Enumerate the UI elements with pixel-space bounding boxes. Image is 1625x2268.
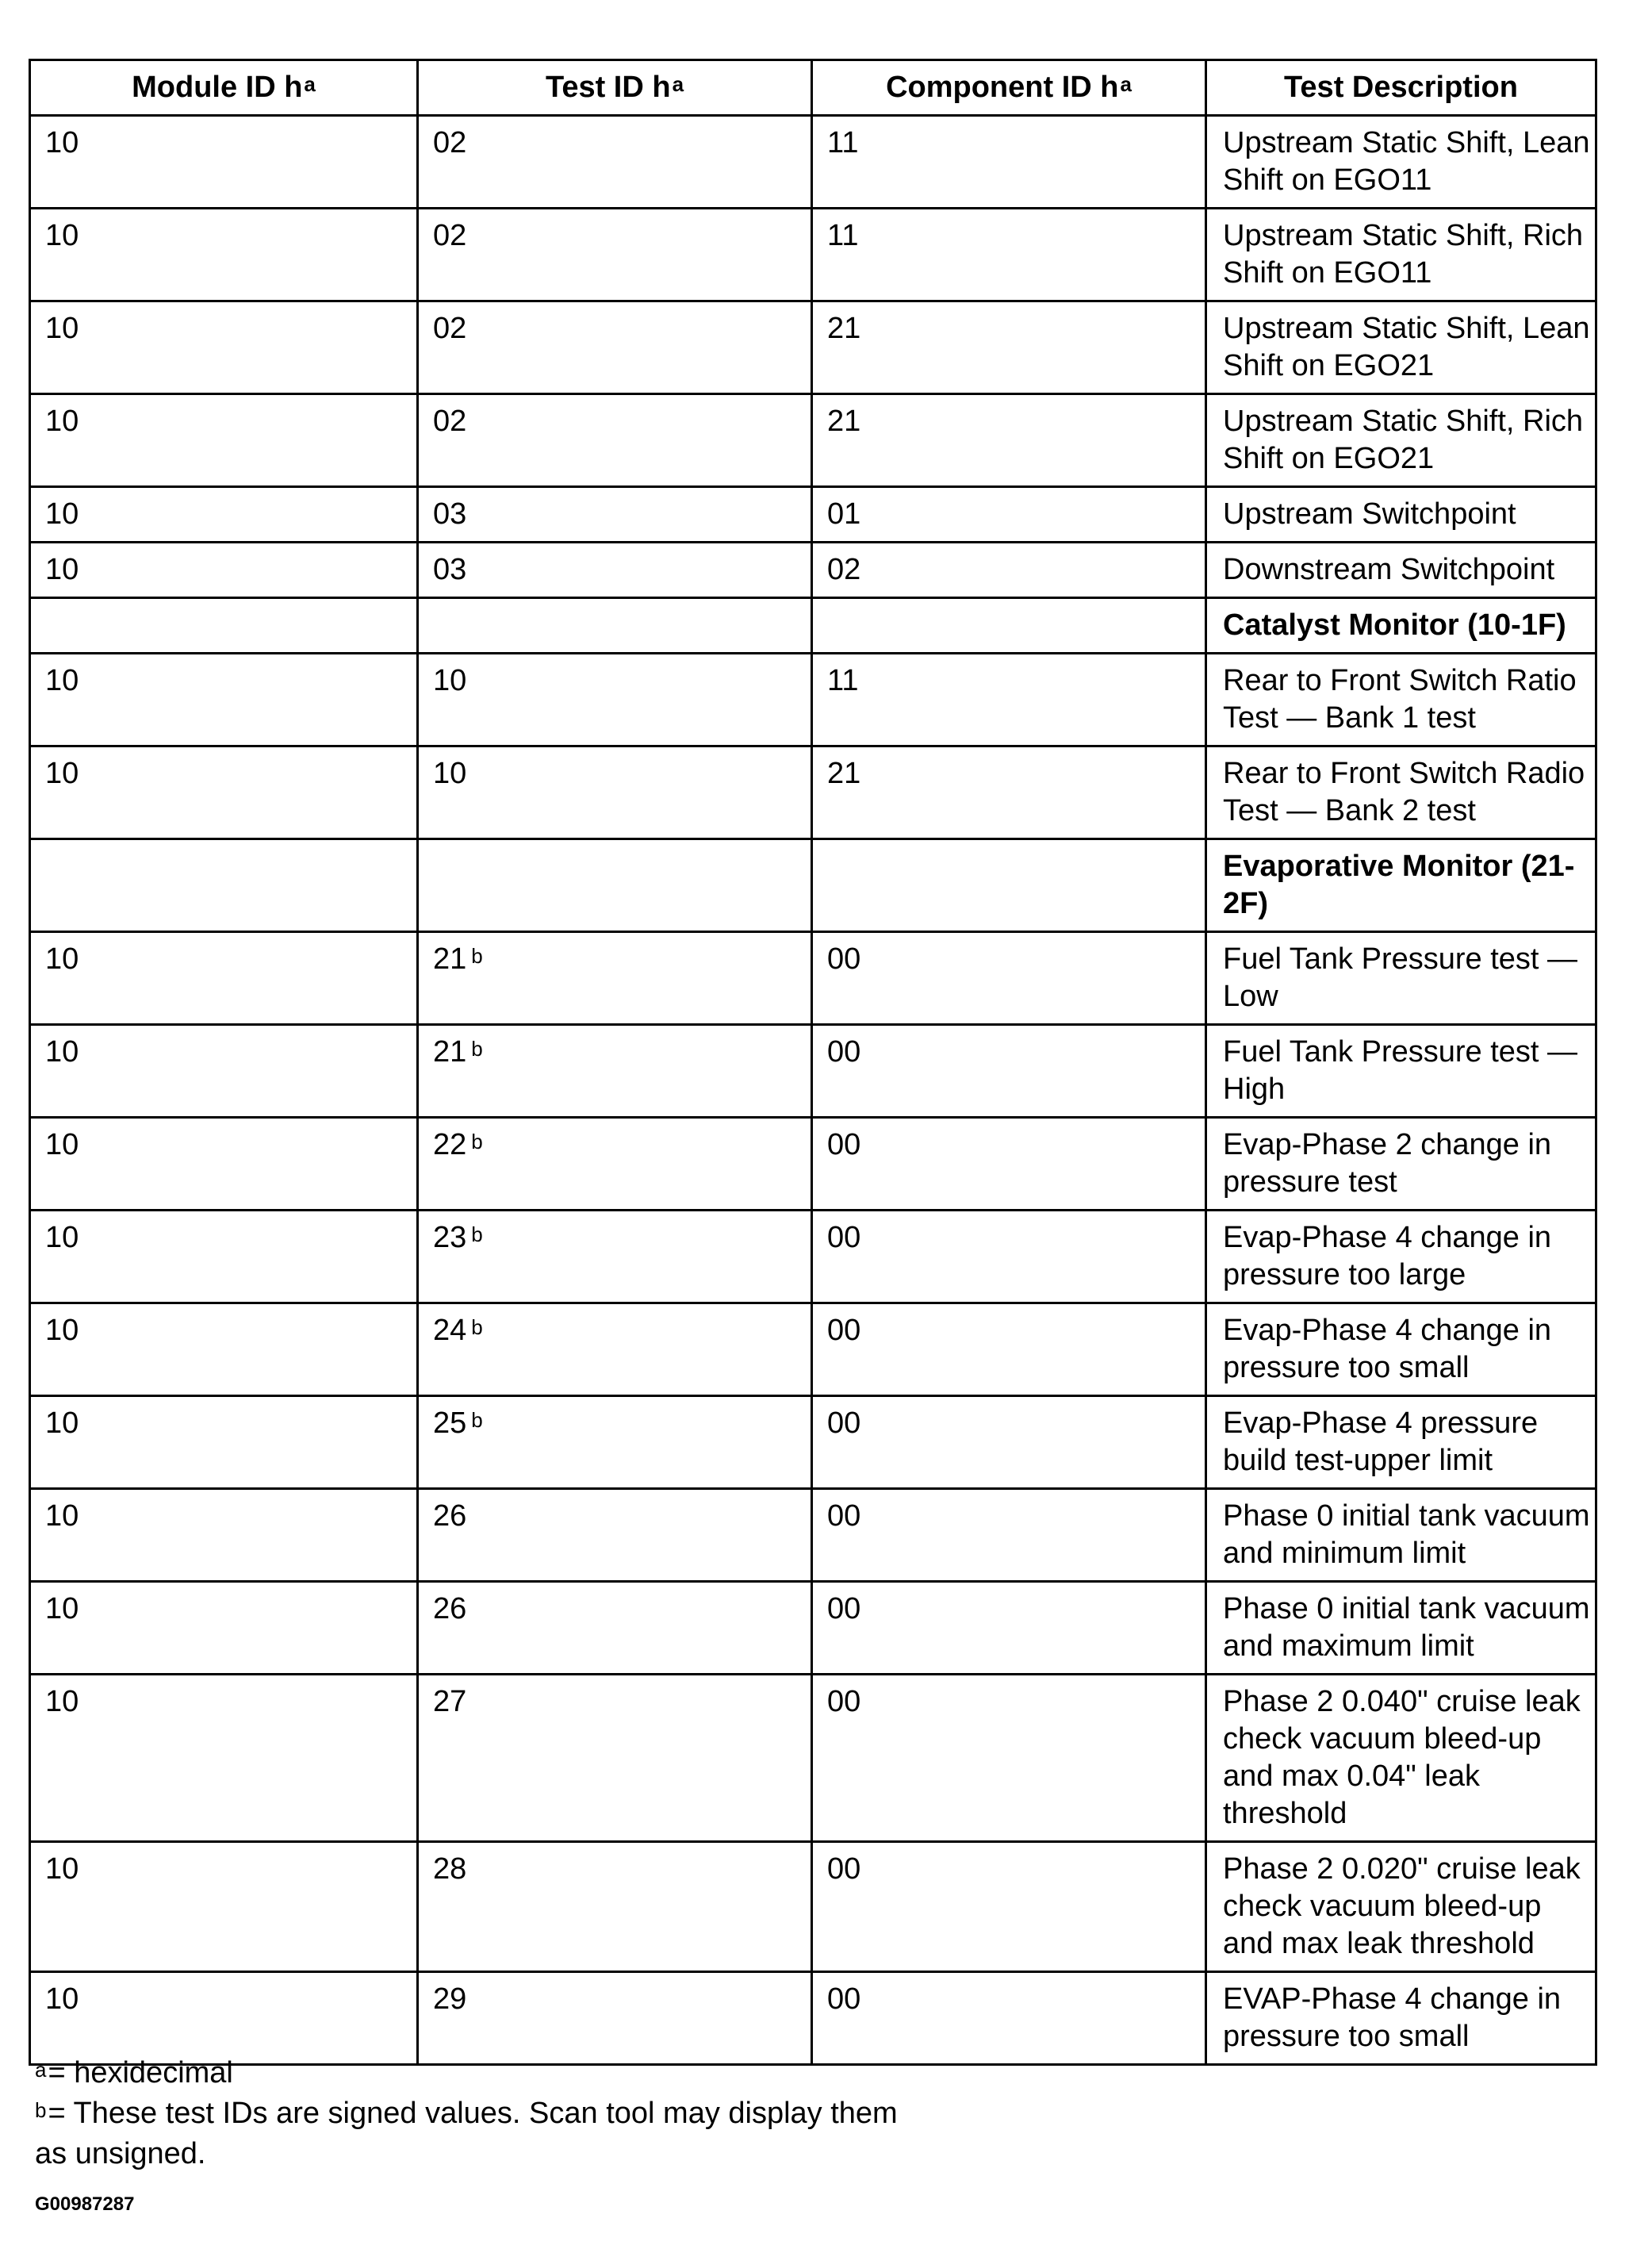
footnote-marker: b	[471, 1408, 483, 1432]
table-row	[30, 543, 1596, 598]
module-id-cell: 10	[30, 301, 418, 394]
module-id-cell: 10	[30, 1025, 418, 1118]
table-row	[30, 1025, 1596, 1118]
test-id-value: 02	[433, 126, 467, 159]
figure-id: G00987287	[35, 2193, 135, 2215]
component-id-cell: 11	[812, 209, 1206, 301]
module-id-cell	[30, 598, 418, 654]
test-description-cell: Fuel Tank Pressure test — High	[1206, 1025, 1596, 1118]
component-id-cell: 21	[812, 301, 1206, 394]
test-id-cell	[418, 1118, 812, 1211]
table-row	[30, 1211, 1596, 1303]
test-id-value: 24	[433, 1314, 467, 1347]
test-description-cell: Rear to Front Switch Radio Test — Bank 2 test	[1206, 746, 1596, 839]
table-row	[30, 746, 1596, 839]
test-id-value: 21	[433, 942, 467, 976]
module-id-cell: 10	[30, 1582, 418, 1675]
module-id-cell: 10	[30, 543, 418, 598]
component-id-cell: 00	[812, 1842, 1206, 1972]
test-id-cell	[418, 394, 812, 487]
test-id-cell	[418, 301, 812, 394]
module-id-cell: 10	[30, 394, 418, 487]
module-id-cell: 10	[30, 1396, 418, 1489]
test-id-value: 03	[433, 553, 467, 586]
test-id-table	[29, 59, 1597, 2066]
test-id-value: 28	[433, 1852, 467, 1886]
test-id-cell	[418, 116, 812, 209]
test-id-cell	[418, 1582, 812, 1675]
footnote-marker: b	[471, 1222, 483, 1246]
table-row	[30, 1675, 1596, 1842]
component-id-cell: 00	[812, 1211, 1206, 1303]
test-id-cell	[418, 839, 812, 932]
footnote-marker: b	[471, 1130, 483, 1153]
test-id-value: 22	[433, 1128, 467, 1161]
test-description-cell: Evap-Phase 4 pressure build test-upper limit	[1206, 1396, 1596, 1489]
test-id-value: 21	[433, 1035, 467, 1069]
test-id-cell	[418, 598, 812, 654]
component-id-cell: 00	[812, 1972, 1206, 2065]
section-heading-cell: Catalyst Monitor (10-1F)	[1206, 598, 1596, 654]
module-id-cell: 10	[30, 209, 418, 301]
component-id-header: Component ID $h^a$	[812, 60, 1206, 116]
test-id-cell	[418, 209, 812, 301]
module-id-cell: 10	[30, 1118, 418, 1211]
test-id-cell	[418, 1396, 812, 1489]
test-description-header: Test Description	[1206, 60, 1596, 116]
table-row	[30, 394, 1596, 487]
test-description-cell: Phase 0 initial tank vacuum and minimum limit	[1206, 1489, 1596, 1582]
table-row	[30, 1118, 1596, 1211]
table-body	[30, 116, 1596, 2065]
footnotes	[35, 2053, 907, 2174]
test-description-cell: Downstream Switchpoint	[1206, 543, 1596, 598]
component-id-cell: 00	[812, 1118, 1206, 1211]
test-description-cell: Rear to Front Switch Ratio Test — Bank 1 test	[1206, 654, 1596, 746]
module-id-cell: 10	[30, 654, 418, 746]
module-id-cell: 10	[30, 1303, 418, 1396]
component-id-cell: 11	[812, 654, 1206, 746]
test-id-cell	[418, 487, 812, 543]
module-id-header: Module ID $h^a$	[30, 60, 418, 116]
test-description-cell: Fuel Tank Pressure test — Low	[1206, 932, 1596, 1025]
test-id-cell	[418, 1842, 812, 1972]
module-id-cell: 10	[30, 932, 418, 1025]
test-id-cell	[418, 746, 812, 839]
component-id-cell	[812, 839, 1206, 932]
component-id-cell: 01	[812, 487, 1206, 543]
test-description-cell: Evap-Phase 4 change in pressure too small	[1206, 1303, 1596, 1396]
test-id-value: 02	[433, 405, 467, 438]
test-id-value: 10	[433, 757, 467, 790]
module-id-cell	[30, 839, 418, 932]
test-id-value: 27	[433, 1685, 467, 1718]
test-description-cell: EVAP-Phase 4 change in pressure too small	[1206, 1972, 1596, 2065]
test-id-cell	[418, 543, 812, 598]
table-row	[30, 116, 1596, 209]
component-id-cell	[812, 598, 1206, 654]
component-id-cell: 02	[812, 543, 1206, 598]
component-id-cell: 21	[812, 394, 1206, 487]
test-id-cell	[418, 1211, 812, 1303]
test-description-cell: Phase 2 0.020" cruise leak check vacuum bleed-up and max leak threshold	[1206, 1842, 1596, 1972]
test-id-cell	[418, 1303, 812, 1396]
table-row	[30, 598, 1596, 654]
component-id-cell: 21	[812, 746, 1206, 839]
table-row	[30, 209, 1596, 301]
component-id-cell: 00	[812, 1025, 1206, 1118]
test-id-value: 26	[433, 1499, 467, 1533]
module-id-cell: 10	[30, 1489, 418, 1582]
table-header-row	[30, 60, 1596, 116]
module-id-cell: 10	[30, 746, 418, 839]
test-id-value: 25	[433, 1406, 467, 1440]
component-id-cell: 00	[812, 1489, 1206, 1582]
table-row	[30, 1972, 1596, 2065]
table-row	[30, 1582, 1596, 1675]
section-heading-cell: Evaporative Monitor (21-2F)	[1206, 839, 1596, 932]
table-row	[30, 839, 1596, 932]
table-row	[30, 932, 1596, 1025]
table-row	[30, 487, 1596, 543]
test-id-value: 02	[433, 312, 467, 345]
module-id-cell: 10	[30, 1675, 418, 1842]
component-id-cell: 00	[812, 1582, 1206, 1675]
test-id-value: 29	[433, 1982, 467, 2016]
footnote-b: $^b$= These test IDs are signed values. Scan tool may display them as unsigned.	[35, 2097, 898, 2170]
test-id-value: 23	[433, 1221, 467, 1254]
module-id-cell: 10	[30, 1972, 418, 2065]
test-description-cell: Upstream Static Shift, Lean Shift on EGO21	[1206, 301, 1596, 394]
component-id-cell: 00	[812, 1675, 1206, 1842]
test-id-value: 03	[433, 497, 467, 531]
test-id-value: 26	[433, 1592, 467, 1625]
module-id-cell: 10	[30, 1842, 418, 1972]
test-description-cell: Upstream Static Shift, Rich Shift on EGO21	[1206, 394, 1596, 487]
table-row	[30, 1489, 1596, 1582]
component-id-cell: 11	[812, 116, 1206, 209]
component-id-cell: 00	[812, 932, 1206, 1025]
test-description-cell: Phase 2 0.040" cruise leak check vacuum bleed-up and max 0.04" leak threshold	[1206, 1675, 1596, 1842]
test-id-value: 10	[433, 664, 467, 697]
table-row	[30, 301, 1596, 394]
component-id-cell: 00	[812, 1303, 1206, 1396]
test-id-cell	[418, 932, 812, 1025]
table-row	[30, 1842, 1596, 1972]
footnote-marker: b	[471, 944, 483, 968]
test-description-cell: Evap-Phase 4 change in pressure too large	[1206, 1211, 1596, 1303]
module-id-cell: 10	[30, 116, 418, 209]
test-id-header: Test ID $h^a$	[418, 60, 812, 116]
test-description-cell: Upstream Static Shift, Rich Shift on EGO11	[1206, 209, 1596, 301]
table-row	[30, 1303, 1596, 1396]
test-id-cell	[418, 654, 812, 746]
test-description-cell: Evap-Phase 2 change in pressure test	[1206, 1118, 1596, 1211]
test-id-cell	[418, 1972, 812, 2065]
module-id-cell: 10	[30, 487, 418, 543]
component-id-cell: 00	[812, 1396, 1206, 1489]
table-row	[30, 654, 1596, 746]
footnote-a: $^a$= hexidecimal	[35, 2056, 233, 2090]
table-row	[30, 1396, 1596, 1489]
test-id-cell	[418, 1025, 812, 1118]
footnote-marker: b	[471, 1037, 483, 1061]
test-id-value: 02	[433, 219, 467, 252]
test-description-cell: Upstream Static Shift, Lean Shift on EGO11	[1206, 116, 1596, 209]
test-id-cell	[418, 1675, 812, 1842]
test-id-table-container	[29, 59, 1595, 2066]
test-id-cell	[418, 1489, 812, 1582]
test-description-cell: Upstream Switchpoint	[1206, 487, 1596, 543]
test-description-cell: Phase 0 initial tank vacuum and maximum limit	[1206, 1582, 1596, 1675]
module-id-cell: 10	[30, 1211, 418, 1303]
footnote-marker: b	[471, 1315, 483, 1339]
